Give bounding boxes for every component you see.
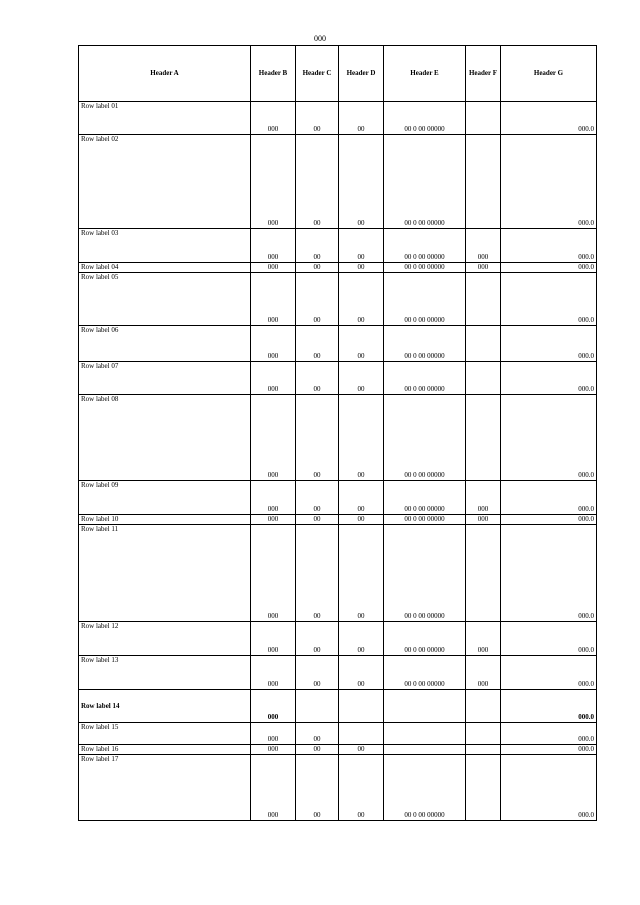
row-subsection: 00 bbox=[339, 481, 384, 515]
table-row bbox=[79, 525, 597, 622]
row-amount: 000.0 bbox=[501, 273, 597, 326]
table-header-row bbox=[79, 46, 597, 102]
row-department: 000 bbox=[251, 525, 296, 622]
row-target-article bbox=[384, 745, 466, 755]
row-section: 00 bbox=[296, 481, 339, 515]
row-target-article bbox=[384, 690, 466, 723]
row-department: 000 bbox=[251, 362, 296, 395]
row-section: 00 bbox=[296, 263, 339, 273]
table-row bbox=[79, 690, 597, 723]
row-name: Row label 17 bbox=[79, 755, 251, 821]
row-name: Row label 12 bbox=[79, 622, 251, 656]
header-name: Header A bbox=[79, 46, 251, 102]
row-department: 000 bbox=[251, 395, 296, 481]
row-amount: 000.0 bbox=[501, 135, 597, 229]
row-target-article: 00 0 00 00000 bbox=[384, 263, 466, 273]
row-name: Row label 11 bbox=[79, 525, 251, 622]
row-name: Row label 06 bbox=[79, 326, 251, 362]
row-amount: 000.0 bbox=[501, 723, 597, 745]
row-name: Row label 01 bbox=[79, 102, 251, 135]
row-target-article: 00 0 00 00000 bbox=[384, 135, 466, 229]
header-cash-execution: Header G bbox=[501, 46, 597, 102]
table-row bbox=[79, 135, 597, 229]
header-section: Header C bbox=[296, 46, 339, 102]
row-expense-type bbox=[466, 362, 501, 395]
row-department: 000 bbox=[251, 135, 296, 229]
row-subsection: 00 bbox=[339, 656, 384, 690]
row-name: Row label 15 bbox=[79, 723, 251, 745]
budget-table bbox=[78, 45, 597, 821]
row-expense-type: 000 bbox=[466, 515, 501, 525]
row-amount: 000.0 bbox=[501, 362, 597, 395]
row-subsection: 00 bbox=[339, 525, 384, 622]
row-section: 00 bbox=[296, 515, 339, 525]
table-row bbox=[79, 273, 597, 326]
row-target-article: 00 0 00 00000 bbox=[384, 395, 466, 481]
row-amount: 000.0 bbox=[501, 755, 597, 821]
row-target-article: 00 0 00 00000 bbox=[384, 481, 466, 515]
row-department: 000 bbox=[251, 755, 296, 821]
table-row bbox=[79, 745, 597, 755]
row-subsection: 00 bbox=[339, 755, 384, 821]
row-subsection: 00 bbox=[339, 135, 384, 229]
row-section: 00 bbox=[296, 135, 339, 229]
row-department: 000 bbox=[251, 273, 296, 326]
table-row bbox=[79, 263, 597, 273]
row-name: Row label 13 bbox=[79, 656, 251, 690]
row-expense-type: 000 bbox=[466, 481, 501, 515]
row-amount: 000.0 bbox=[501, 622, 597, 656]
row-expense-type bbox=[466, 755, 501, 821]
row-amount: 000.0 bbox=[501, 515, 597, 525]
row-department: 000 bbox=[251, 690, 296, 723]
row-subsection: 00 bbox=[339, 395, 384, 481]
row-amount: 000.0 bbox=[501, 102, 597, 135]
row-name: Row label 14 bbox=[79, 690, 251, 723]
row-target-article: 00 0 00 00000 bbox=[384, 515, 466, 525]
row-department: 000 bbox=[251, 481, 296, 515]
table-row bbox=[79, 622, 597, 656]
row-name: Row label 03 bbox=[79, 229, 251, 263]
row-name: Row label 08 bbox=[79, 395, 251, 481]
row-expense-type bbox=[466, 395, 501, 481]
row-expense-type bbox=[466, 102, 501, 135]
header-expense-type: Header F bbox=[466, 46, 501, 102]
row-department: 000 bbox=[251, 745, 296, 755]
header-subsection: Header D bbox=[339, 46, 384, 102]
table-row bbox=[79, 102, 597, 135]
page-number: 000 bbox=[314, 34, 326, 43]
row-name: Row label 09 bbox=[79, 481, 251, 515]
row-target-article: 00 0 00 00000 bbox=[384, 755, 466, 821]
table-row bbox=[79, 723, 597, 745]
table-row bbox=[79, 515, 597, 525]
row-expense-type bbox=[466, 723, 501, 745]
row-target-article: 00 0 00 00000 bbox=[384, 622, 466, 656]
row-amount: 000.0 bbox=[501, 745, 597, 755]
row-amount: 000.0 bbox=[501, 229, 597, 263]
row-section: 00 bbox=[296, 745, 339, 755]
table-row bbox=[79, 656, 597, 690]
row-expense-type: 000 bbox=[466, 622, 501, 656]
row-section: 00 bbox=[296, 723, 339, 745]
row-target-article: 00 0 00 00000 bbox=[384, 326, 466, 362]
row-department: 000 bbox=[251, 326, 296, 362]
row-target-article: 00 0 00 00000 bbox=[384, 362, 466, 395]
header-target-article: Header E bbox=[384, 46, 466, 102]
row-amount: 000.0 bbox=[501, 525, 597, 622]
row-section: 00 bbox=[296, 362, 339, 395]
row-expense-type: 000 bbox=[466, 656, 501, 690]
row-subsection: 00 bbox=[339, 229, 384, 263]
row-subsection: 00 bbox=[339, 102, 384, 135]
row-name: Row label 16 bbox=[79, 745, 251, 755]
row-expense-type bbox=[466, 135, 501, 229]
row-target-article: 00 0 00 00000 bbox=[384, 656, 466, 690]
row-subsection: 00 bbox=[339, 622, 384, 656]
row-amount: 000.0 bbox=[501, 326, 597, 362]
row-expense-type: 000 bbox=[466, 229, 501, 263]
row-expense-type bbox=[466, 326, 501, 362]
row-department: 000 bbox=[251, 622, 296, 656]
row-section: 00 bbox=[296, 102, 339, 135]
table-row bbox=[79, 326, 597, 362]
row-section: 00 bbox=[296, 273, 339, 326]
row-department: 000 bbox=[251, 263, 296, 273]
row-amount: 000.0 bbox=[501, 690, 597, 723]
row-target-article: 00 0 00 00000 bbox=[384, 525, 466, 622]
table-row bbox=[79, 395, 597, 481]
row-section: 00 bbox=[296, 326, 339, 362]
table-row bbox=[79, 755, 597, 821]
row-expense-type bbox=[466, 525, 501, 622]
row-subsection: 00 bbox=[339, 745, 384, 755]
row-subsection bbox=[339, 723, 384, 745]
row-target-article bbox=[384, 723, 466, 745]
row-name: Row label 10 bbox=[79, 515, 251, 525]
row-name: Row label 04 bbox=[79, 263, 251, 273]
table-row bbox=[79, 362, 597, 395]
row-subsection: 00 bbox=[339, 263, 384, 273]
row-section: 00 bbox=[296, 395, 339, 481]
row-amount: 000.0 bbox=[501, 656, 597, 690]
row-expense-type bbox=[466, 273, 501, 326]
row-amount: 000.0 bbox=[501, 395, 597, 481]
row-expense-type bbox=[466, 690, 501, 723]
table-body bbox=[79, 102, 597, 821]
row-section: 00 bbox=[296, 525, 339, 622]
row-subsection: 00 bbox=[339, 273, 384, 326]
row-target-article: 00 0 00 00000 bbox=[384, 102, 466, 135]
table-row bbox=[79, 229, 597, 263]
row-section: 00 bbox=[296, 656, 339, 690]
row-name: Row label 05 bbox=[79, 273, 251, 326]
row-name: Row label 02 bbox=[79, 135, 251, 229]
row-department: 000 bbox=[251, 229, 296, 263]
row-amount: 000.0 bbox=[501, 481, 597, 515]
row-department: 000 bbox=[251, 723, 296, 745]
row-amount: 000.0 bbox=[501, 263, 597, 273]
row-section bbox=[296, 690, 339, 723]
row-expense-type: 000 bbox=[466, 263, 501, 273]
row-name: Row label 07 bbox=[79, 362, 251, 395]
row-subsection bbox=[339, 690, 384, 723]
row-subsection: 00 bbox=[339, 362, 384, 395]
row-section: 00 bbox=[296, 229, 339, 263]
row-section: 00 bbox=[296, 622, 339, 656]
row-department: 000 bbox=[251, 656, 296, 690]
row-subsection: 00 bbox=[339, 515, 384, 525]
row-expense-type bbox=[466, 745, 501, 755]
table-row bbox=[79, 481, 597, 515]
row-subsection: 00 bbox=[339, 326, 384, 362]
row-target-article: 00 0 00 00000 bbox=[384, 229, 466, 263]
row-department: 000 bbox=[251, 102, 296, 135]
row-target-article: 00 0 00 00000 bbox=[384, 273, 466, 326]
header-department: Header B bbox=[251, 46, 296, 102]
row-department: 000 bbox=[251, 515, 296, 525]
row-section: 00 bbox=[296, 755, 339, 821]
